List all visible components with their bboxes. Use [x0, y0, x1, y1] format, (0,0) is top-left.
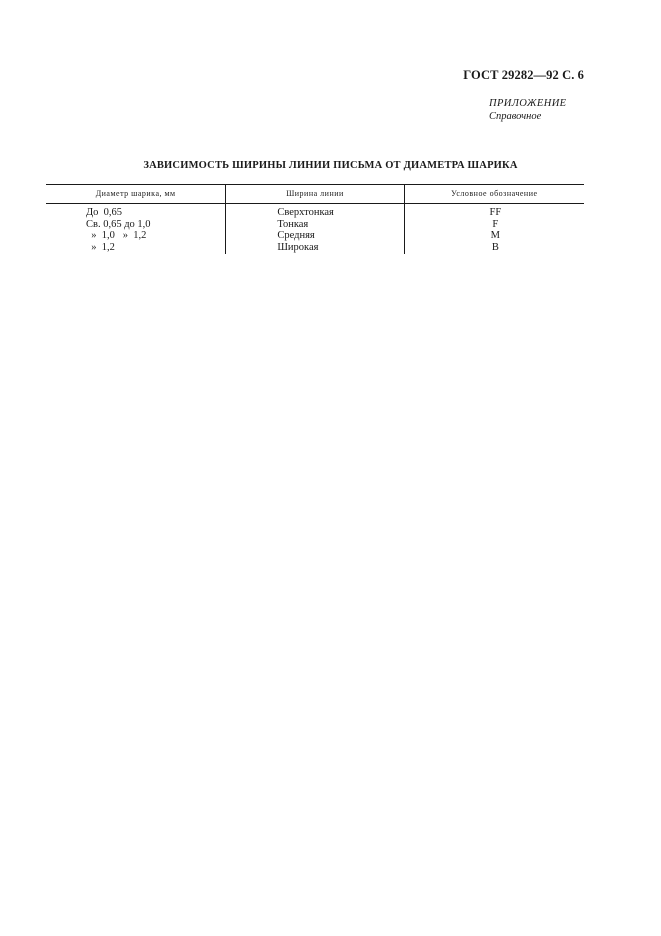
appendix-label: ПРИЛОЖЕНИЕ: [489, 98, 567, 109]
table-title: ЗАВИСИМОСТЬ ШИРИНЫ ЛИНИИ ПИСЬМА ОТ ДИАМЕТРА ШАРИКА: [143, 160, 518, 171]
table-cell: До 0,65: [86, 207, 123, 218]
column-header-diameter: Диаметр шарика, мм: [95, 189, 176, 198]
column-header-line-width: Ширина линии: [225, 185, 403, 203]
table-cell: FF: [489, 207, 502, 218]
appendix-type: Справочное: [489, 111, 542, 122]
appendix-block: [489, 97, 567, 123]
column-line-width: [225, 204, 403, 254]
table-cell: M: [490, 230, 500, 241]
column-header-designation: Условное обозначение: [404, 185, 584, 203]
table-cell: Тонкая: [277, 218, 309, 230]
table-cell: Средняя: [277, 230, 315, 241]
column-designation: [404, 204, 584, 254]
document-reference: ГОСТ 29282—92 С. 6: [463, 68, 584, 82]
table-cell: » 1,0 » 1,2: [86, 230, 147, 241]
data-table: [46, 184, 584, 254]
table-cell: Сверхтонкая: [277, 207, 334, 218]
table-cell: F: [492, 218, 499, 230]
table-cell: Св. 0,65 до 1,0: [86, 218, 151, 230]
table-cell: Широкая: [277, 241, 319, 253]
table-cell: B: [491, 241, 499, 253]
column-diameter: [46, 204, 225, 254]
table-header: [46, 184, 584, 204]
table-cell: » 1,2: [86, 241, 115, 253]
table-body: [46, 204, 584, 254]
